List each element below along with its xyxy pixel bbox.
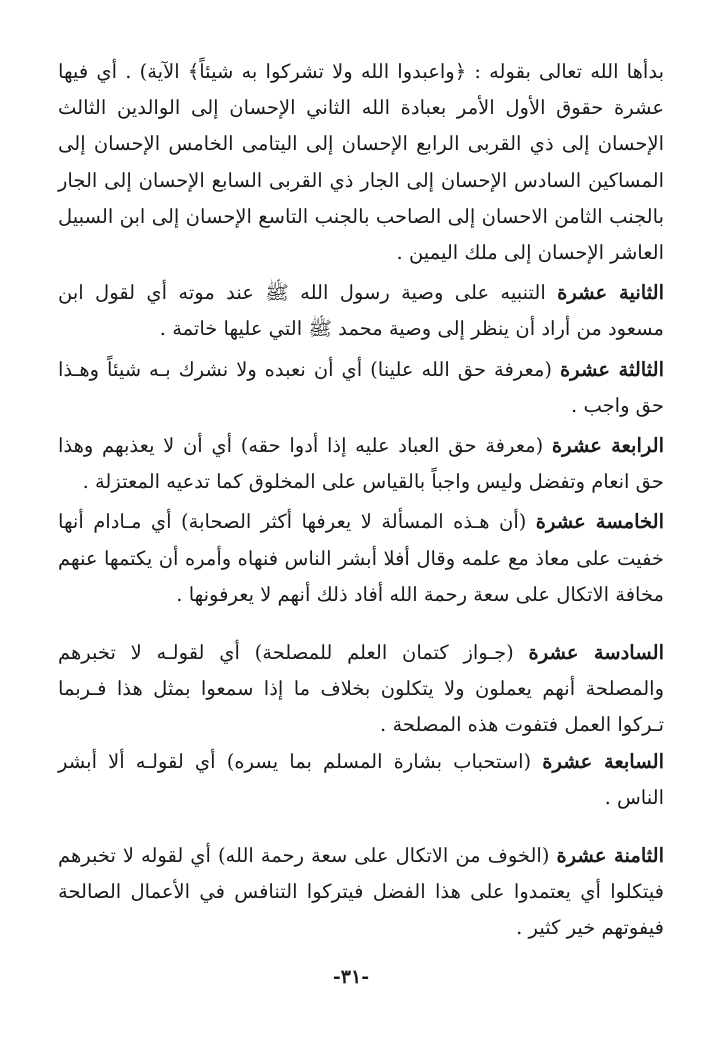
paragraph-text: بدأها الله تعالى بقوله : ﴿واعبدوا الله ولا تشركوا به شيئاً﴾ الآية) . أي فيها عشرة حقوق الأول الأمر بعبادة الله الثاني الإحسان إلى الوالدين الثالث الإحسان إلى ذي القربى الرابع الإحسان إلى اليتامى الخامس الإحسان إلى المساكين السادس الإحسان إلى الجار ذي القربى السابع الإحسان إلى الجار بالجنب الثامن الاحسان إلى الصاحب بالجنب التاسع الإحسان إلى ابن السبيل العاشر الإحسان إلى ملك اليمين . [58, 60, 664, 265]
paragraph-lead: الثامنة عشرة [556, 844, 665, 868]
paragraph-text: (معرفة حق الله علينا) أي أن نعبده ولا نشرك بـه شيئاً وهـذا حق واجب . [58, 357, 664, 417]
paragraph-text: (استحباب بشارة المسلم بما يسره) أي لقولـه ألا أبشر الناس . [58, 749, 664, 809]
paragraph-text: (أن هـذه المسألة لا يعرفها أكثر الصحابة) أي مـادام أنها خفيت على معاذ مع علمه وقال أفلا أبشر الناس فنهاه وأمره أن يكتمها عنهم مخافة الاتكال على سعة رحمة الله أفاد ذلك أنهم لا يعرفونها . [58, 510, 664, 606]
paragraph-lead: الثانية عشرة [557, 281, 664, 305]
paragraph-eighteenth [58, 838, 664, 947]
paragraph-twelfth [58, 275, 664, 347]
paragraph-fourteenth [58, 428, 664, 500]
paragraph-lead: السادسة عشرة [528, 641, 664, 665]
paragraph-lead: الرابعة عشرة [551, 434, 664, 458]
paragraph-sixteenth [58, 635, 664, 744]
paragraph-text: (معرفة حق العباد عليه إذا أدوا حقه) أي أن لا يعذبهم وهذا حق انعام وتفضل وليس واجباً بالقياس على المخلوق كما تدعيه المعتزلة . [58, 434, 664, 494]
paragraph-lead: الخامسة عشرة [535, 510, 664, 534]
paragraph-text: التنبيه على وصية رسول الله ﷺ عند موته أي لقول ابن مسعود من أراد أن ينظر إلى وصية محمد ﷺ التي عليها خاتمة . [58, 281, 664, 341]
paragraph-text: (جـواز كتمان العلم للمصلحة) أي لقولـه لا تخبرهم والمصلحة أنهم يعملون ولا يتكلون بخلاف ما إذا سمعوا بمثل هذا فـربما تـركوا العمل فتفوت هذه المصلحة . [58, 641, 664, 737]
paragraph-intro [58, 54, 664, 271]
paragraph-seventeenth [58, 744, 664, 816]
paragraph-lead: السابعة عشرة [542, 749, 665, 773]
page-number: -٣١- [332, 966, 370, 988]
paragraph-fifteenth [58, 504, 664, 613]
paragraph-lead: الثالثة عشرة [559, 357, 664, 381]
paragraph-text: (الخوف من الاتكال على سعة رحمة الله) أي لقوله لا تخبرهم فيتكلوا أي يعتمدوا على هذا الفضل فيتركوا التنافس في الأعمال الصالحة فيفوتهم خير كثير . [58, 844, 664, 940]
paragraph-thirteenth [58, 352, 664, 424]
page-body [58, 54, 664, 947]
